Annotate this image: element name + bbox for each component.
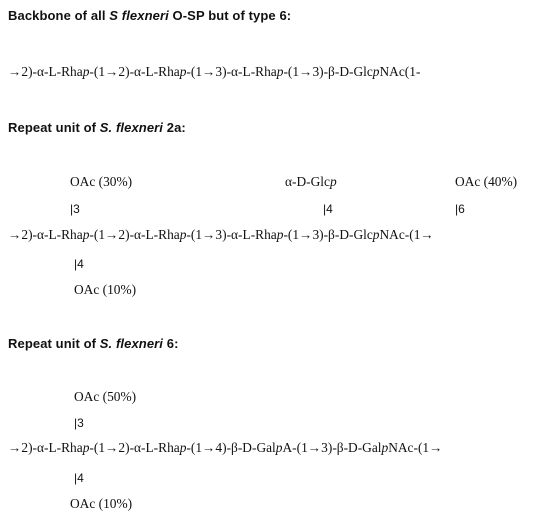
backbone-chain xyxy=(8,64,420,80)
type2a-chain-segment: p xyxy=(82,227,90,242)
type2a-oac-40-linkage: |6 xyxy=(455,202,465,216)
backbone-chain-segment: p xyxy=(276,64,284,79)
type6-chain-segment: -(1→2)-α-L-Rha xyxy=(89,440,180,455)
type2a-chain-segment: -(1→3)-α-L-Rha xyxy=(186,227,277,242)
type6-oac-10-linkage: |4 xyxy=(74,471,84,485)
type6-oac-10-label: OAc (10%) xyxy=(70,496,133,511)
type6-oac-50-linkage: |3 xyxy=(74,416,84,430)
backbone-chain-segment: NAc(1- xyxy=(379,64,421,79)
type2a-heading-pre: Repeat unit of xyxy=(8,120,100,135)
type6-chain-segment: p xyxy=(275,440,283,455)
type6-chain-segment: →2)-α-L-Rha xyxy=(8,440,83,455)
backbone-chain-segment: →2)-α-L-Rha xyxy=(8,64,83,79)
backbone-chain-segment: -(1→3)-α-L-Rha xyxy=(186,64,277,79)
type2a-chain-segment: →2)-α-L-Rha xyxy=(8,227,83,242)
type2a-glcp-linkage: |4 xyxy=(323,202,333,216)
backbone-chain-segment: p xyxy=(82,64,90,79)
type2a-chain-segment: p xyxy=(276,227,284,242)
type2a-chain-segment: -(1→3)-β-D-Glc xyxy=(283,227,373,242)
type6-heading-species: S. flexneri xyxy=(99,336,164,351)
type6-chain-segment: -(1→4)-β-D-Gal xyxy=(186,440,276,455)
backbone-heading xyxy=(8,8,291,23)
type6-oac-50-label: OAc (50%) xyxy=(74,389,137,404)
type6-heading xyxy=(8,336,179,351)
type2a-chain-segment: NAc-(1→ xyxy=(379,227,434,242)
backbone-heading-pre: Backbone of all xyxy=(8,8,110,23)
type2a-oac-40-label: OAc (40%) xyxy=(455,174,518,189)
type2a-chain xyxy=(8,227,434,243)
type2a-glcp-label xyxy=(285,174,337,190)
backbone-heading-post: O-SP but of type 6: xyxy=(168,8,292,23)
type2a-heading-species: S. flexneri xyxy=(99,120,164,135)
type2a-glcp-label-italic: p xyxy=(329,174,337,189)
type6-chain-segment: p xyxy=(381,440,389,455)
type2a-oac-10-linkage: |4 xyxy=(74,257,84,271)
type2a-chain-segment: p xyxy=(372,227,380,242)
type6-chain-segment: p xyxy=(82,440,90,455)
type6-heading-post: 6: xyxy=(163,336,179,351)
type2a-oac-30-label: OAc (30%) xyxy=(70,174,133,189)
type2a-oac-10-label: OAc (10%) xyxy=(74,282,137,297)
type6-chain-segment: NAc-(1→ xyxy=(388,440,443,455)
backbone-heading-species: S flexneri xyxy=(109,8,169,23)
type2a-glcp-label-pre: α-D-Glc xyxy=(285,174,330,189)
backbone-chain-segment: -(1→3)-β-D-Glc xyxy=(283,64,373,79)
backbone-chain-segment: -(1→2)-α-L-Rha xyxy=(89,64,180,79)
type6-heading-pre: Repeat unit of xyxy=(8,336,100,351)
type2a-heading xyxy=(8,120,186,135)
type2a-oac-30-linkage: |3 xyxy=(70,202,80,216)
type6-chain-segment: p xyxy=(179,440,187,455)
backbone-chain-segment: p xyxy=(179,64,187,79)
type2a-chain-segment: p xyxy=(179,227,187,242)
backbone-chain-segment: p xyxy=(372,64,380,79)
type6-chain xyxy=(8,440,443,456)
type2a-chain-segment: -(1→2)-α-L-Rha xyxy=(89,227,180,242)
type2a-heading-post: 2a: xyxy=(163,120,186,135)
type6-chain-segment: A-(1→3)-β-D-Gal xyxy=(282,440,382,455)
